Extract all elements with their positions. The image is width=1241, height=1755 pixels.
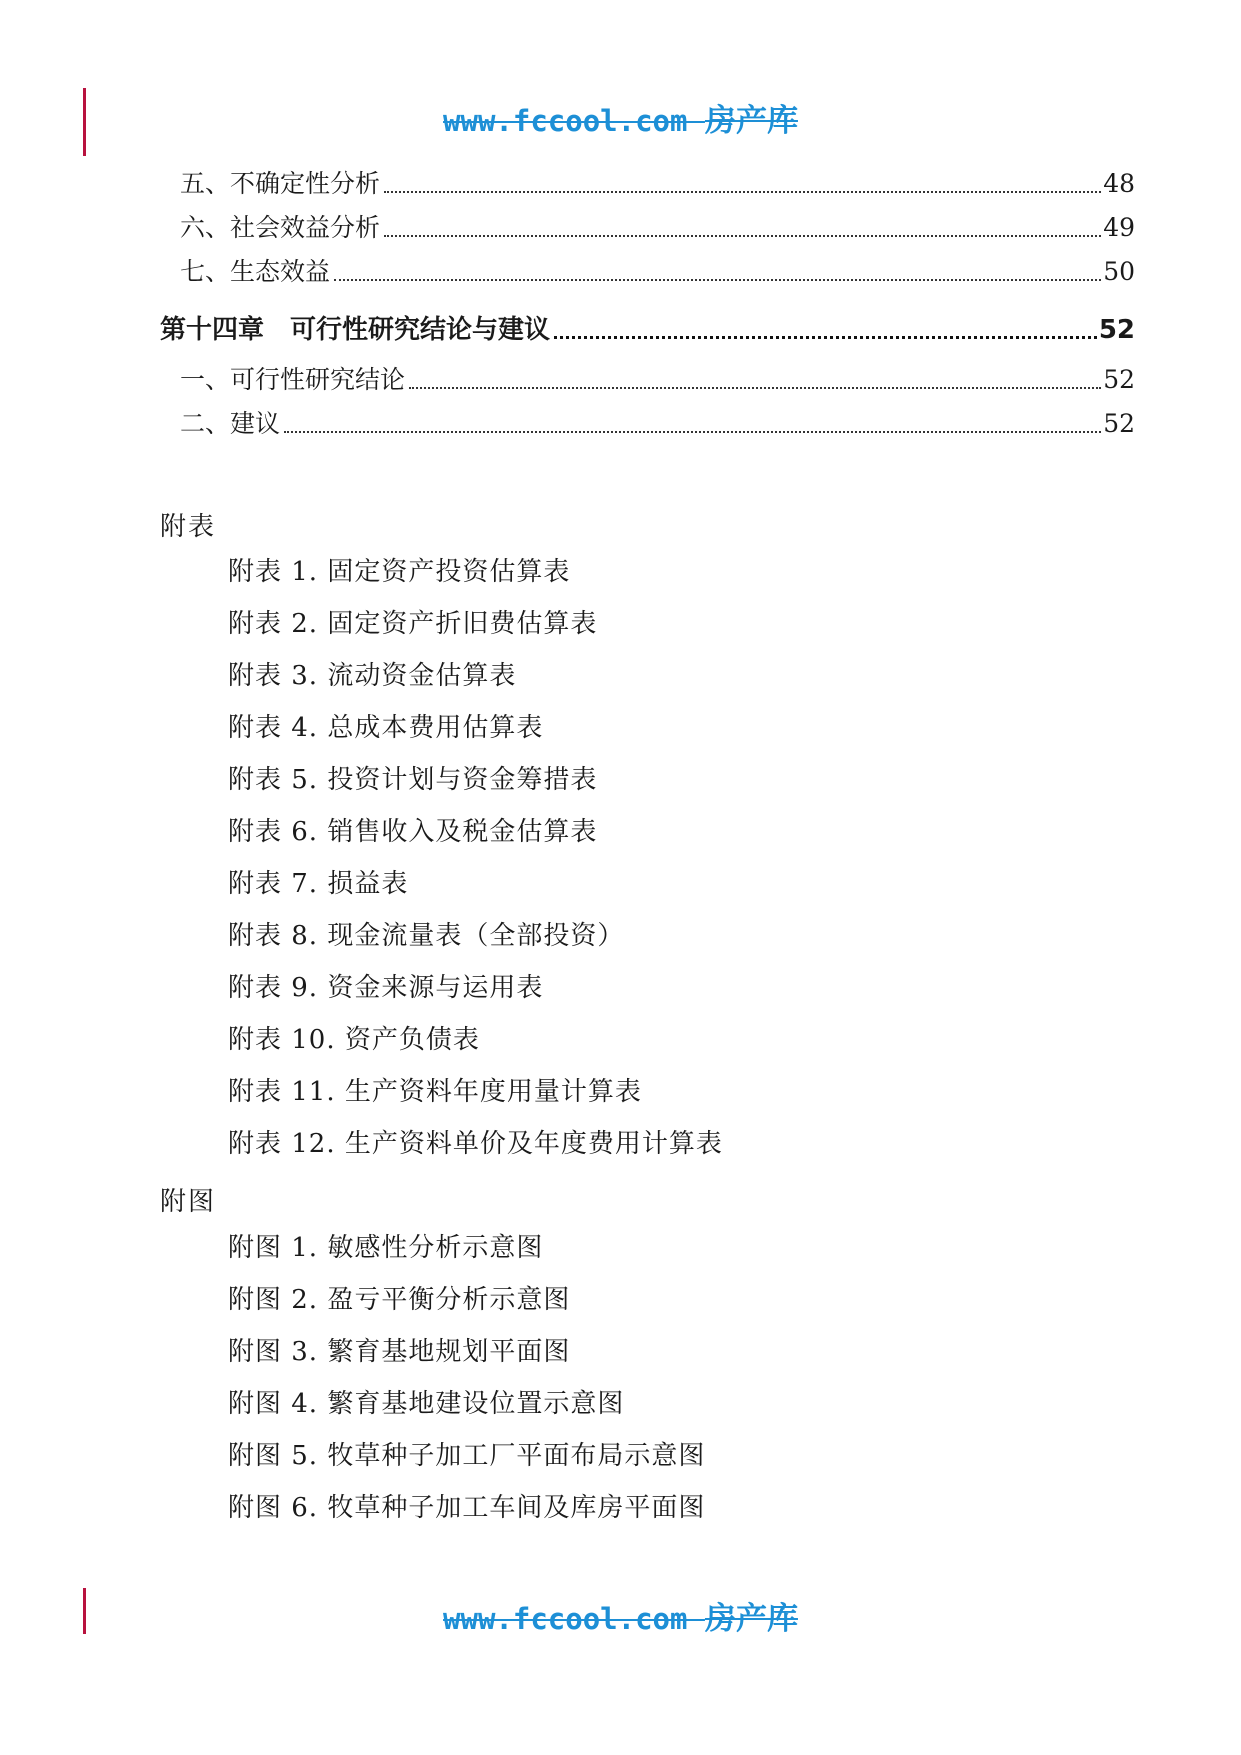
toc-dot-leader <box>409 386 1101 389</box>
toc-entry-page: 52 <box>1103 365 1135 394</box>
appendix-tables-list <box>228 552 723 1176</box>
toc-entry-label: 六、社会效益分析 <box>180 213 381 242</box>
watermark-site-name: 房产库 <box>704 1601 798 1637</box>
appendix-figures-heading: 附图 <box>160 1187 217 1217</box>
appendix-figures-list <box>228 1228 705 1540</box>
appendix-table-item[interactable]: 附表 5. 投资计划与资金筹措表 <box>228 765 598 795</box>
toc-entry-label: 五、不确定性分析 <box>180 169 381 198</box>
watermark-url: www.fccool.com <box>443 104 688 138</box>
toc-entry-page: 48 <box>1103 169 1135 198</box>
toc-entry[interactable] <box>180 408 1135 440</box>
appendix-figure-item[interactable]: 附图 5. 牧草种子加工厂平面布局示意图 <box>228 1441 706 1471</box>
toc-entry-page: 52 <box>1103 409 1135 438</box>
appendix-figure-item[interactable]: 附图 2. 盈亏平衡分析示意图 <box>228 1285 571 1315</box>
toc-entry-label: 一、可行性研究结论 <box>180 365 406 394</box>
toc-dot-leader <box>554 335 1097 339</box>
appendix-table-item[interactable]: 附表 8. 现金流量表（全部投资） <box>228 921 625 951</box>
appendix-table-item[interactable]: 附表 7. 损益表 <box>228 869 409 899</box>
toc-chapter-entry[interactable] <box>160 314 1135 346</box>
toc-entry-page: 50 <box>1103 257 1135 286</box>
toc-entry-label: 七、生态效益 <box>180 257 331 286</box>
toc-entry-page: 49 <box>1103 213 1135 242</box>
toc-entry[interactable] <box>180 212 1135 244</box>
footer-watermark[interactable] <box>0 1593 1241 1638</box>
toc-chapter-label: 第十四章 可行性研究结论与建议 <box>160 315 551 345</box>
toc-dot-leader <box>384 190 1101 193</box>
appendix-figure-item[interactable]: 附图 4. 繁育基地建设位置示意图 <box>228 1389 625 1419</box>
toc-dot-leader <box>334 278 1101 281</box>
watermark-url: www.fccool.com <box>443 1602 688 1636</box>
appendix-table-item[interactable]: 附表 9. 资金来源与运用表 <box>228 973 544 1003</box>
toc-entry[interactable] <box>180 364 1135 396</box>
toc-dot-leader <box>284 430 1101 433</box>
appendix-table-item[interactable]: 附表 3. 流动资金估算表 <box>228 661 517 691</box>
appendix-table-item[interactable]: 附表 2. 固定资产折旧费估算表 <box>228 609 598 639</box>
toc-entry[interactable] <box>180 168 1135 200</box>
appendix-table-item[interactable]: 附表 10. 资产负债表 <box>228 1025 480 1055</box>
appendix-figure-item[interactable]: 附图 3. 繁育基地规划平面图 <box>228 1337 571 1367</box>
appendix-figure-item[interactable]: 附图 1. 敏感性分析示意图 <box>228 1233 544 1263</box>
appendix-tables-heading: 附表 <box>160 512 217 542</box>
appendix-table-item[interactable]: 附表 6. 销售收入及税金估算表 <box>228 817 598 847</box>
appendix-table-item[interactable]: 附表 11. 生产资料年度用量计算表 <box>228 1077 642 1107</box>
watermark-site-name: 房产库 <box>704 103 798 139</box>
toc-entry-label: 二、建议 <box>180 409 281 438</box>
appendix-table-item[interactable]: 附表 4. 总成本费用估算表 <box>228 713 544 743</box>
appendix-table-item[interactable]: 附表 12. 生产资料单价及年度费用计算表 <box>228 1129 723 1159</box>
toc-chapter-page: 52 <box>1098 315 1135 345</box>
toc-entry[interactable] <box>180 256 1135 288</box>
toc-dot-leader <box>384 234 1101 237</box>
header-watermark[interactable] <box>0 95 1241 140</box>
appendix-table-item[interactable]: 附表 1. 固定资产投资估算表 <box>228 557 571 587</box>
appendix-figure-item[interactable]: 附图 6. 牧草种子加工车间及库房平面图 <box>228 1493 706 1523</box>
